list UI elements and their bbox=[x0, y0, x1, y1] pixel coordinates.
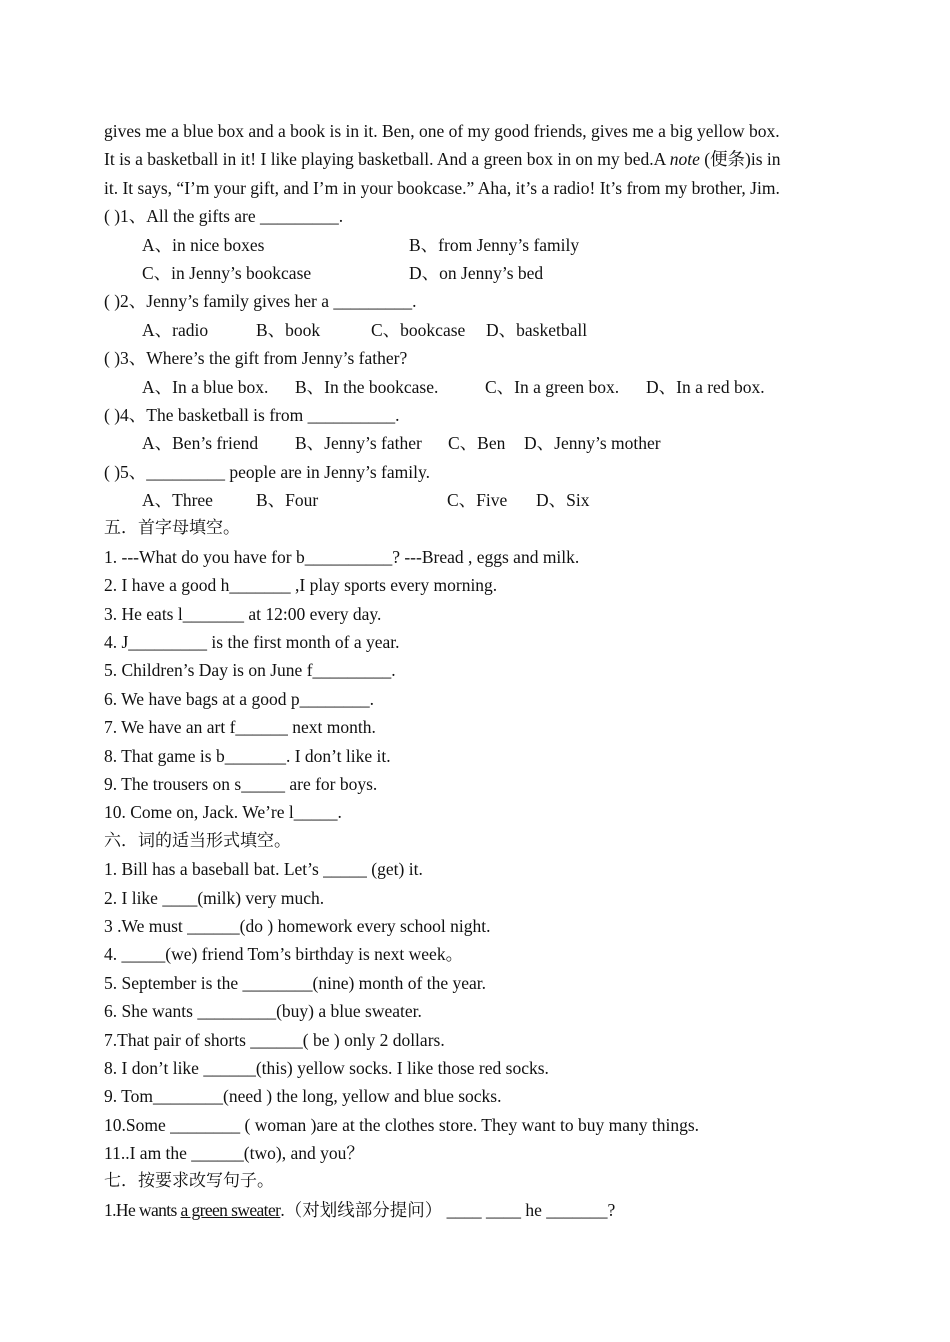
option-2d: D、basketball bbox=[486, 319, 588, 340]
section-6-item: 10.Some ________ ( woman )are at the clothes store. They want to buy many things. bbox=[104, 1114, 700, 1135]
passage-note-word: note bbox=[669, 149, 700, 170]
section-7-item-1 bbox=[104, 1196, 864, 1224]
passage-line-3: it. It says, “I’m your gift, and I’m in your bookcase.” Aha, it’s a radio! It’s from my brother, Jim. bbox=[104, 177, 780, 198]
option-5d: D、Six bbox=[536, 490, 590, 511]
option-2c: C、bookcase bbox=[371, 319, 466, 340]
question-stem-5: ( )5、_________ people are in Jenny’s family. bbox=[104, 461, 430, 482]
question-stem-4: ( )4、The basketball is from __________. bbox=[104, 404, 400, 425]
section-6-item: 6. She wants _________(buy) a blue sweater. bbox=[104, 1001, 422, 1022]
question-4-options bbox=[104, 429, 864, 457]
section-5-title: 五．首字母填空。 bbox=[104, 518, 240, 538]
question-stem-1: ( )1、All the gifts are _________. bbox=[104, 206, 344, 227]
section-5-item: 10. Come on, Jack. We’re l_____. bbox=[104, 802, 342, 823]
section-6-title: 六．词的适当形式填空。 bbox=[104, 830, 291, 850]
section-6-item: 1. Bill has a baseball bat. Let’s _____ (get) it. bbox=[104, 859, 423, 880]
question-stem-3: ( )3、Where’s the gift from Jenny’s father? bbox=[104, 348, 408, 369]
question-stem-2: ( )2、Jenny’s family gives her a _________. bbox=[104, 291, 417, 312]
passage-line-1: gives me a blue box and a book is in it. Ben, one of my good friends, gives me a big yellow box. bbox=[104, 121, 780, 141]
question-1-options-row-2 bbox=[104, 259, 864, 287]
option-1d: D、on Jenny’s bed bbox=[409, 262, 544, 283]
section-6-item: 7.That pair of shorts ______( be ) only 2 dollars. bbox=[104, 1029, 445, 1050]
section-5-item: 8. That game is b_______. I don’t like it. bbox=[104, 745, 391, 766]
section-6-item: 9. Tom________(need ) the long, yellow and blue socks. bbox=[104, 1086, 502, 1107]
option-5c: C、Five bbox=[447, 490, 508, 511]
section-7-title: 七．按要求改写句子。 bbox=[104, 1171, 274, 1191]
section-6-item: 4. _____(we) friend Tom’s birthday is next week。 bbox=[104, 944, 464, 965]
section-5-item: 1. ---What do you have for b__________? ---Bread , eggs and milk. bbox=[104, 546, 580, 567]
option-5a: A、Three bbox=[142, 490, 213, 511]
option-2b: B、book bbox=[256, 319, 321, 340]
section-6-item: 5. September is the ________(nine) month of the year. bbox=[104, 972, 487, 993]
option-2a: A、radio bbox=[142, 319, 209, 340]
option-4b: B、Jenny’s father bbox=[295, 433, 422, 454]
question-5-options bbox=[104, 486, 864, 514]
option-3c: C、In a green box. bbox=[485, 376, 620, 397]
underlined-phrase: a green sweater bbox=[180, 1199, 281, 1220]
passage-line-2b: (便条)is in bbox=[699, 149, 781, 170]
section-6-item: 3 .We must ______(do ) homework every school night. bbox=[104, 915, 491, 936]
option-5b: B、Four bbox=[256, 490, 319, 511]
option-1a: A、in nice boxes bbox=[142, 234, 265, 255]
option-4d: D、Jenny’s mother bbox=[524, 433, 661, 454]
option-4c: C、Ben bbox=[448, 433, 506, 454]
section-5-item: 3. He eats l_______ at 12:00 every day. bbox=[104, 603, 382, 624]
question-2-options bbox=[104, 316, 864, 344]
section-5-item: 5. Children’s Day is on June f_________. bbox=[104, 660, 396, 681]
section-6-item: 11..I am the ______(two), and you？ bbox=[104, 1143, 364, 1164]
section-5-item: 4. J_________ is the first month of a year. bbox=[104, 632, 400, 653]
passage-line-2a: It is a basketball in it! I like playing basketball. And a green box in on my bed.A bbox=[104, 149, 670, 170]
option-1b: B、from Jenny’s family bbox=[409, 234, 580, 255]
section-5-item: 7. We have an art f______ next month. bbox=[104, 717, 376, 738]
section-5-item: 6. We have bags at a good p________. bbox=[104, 688, 374, 709]
question-1-options-row-1 bbox=[104, 231, 864, 259]
section-7-item-1-pre: 1.He wants bbox=[104, 1199, 181, 1220]
worksheet-content bbox=[104, 117, 864, 1224]
question-3-options bbox=[104, 373, 864, 401]
section-6-item: 8. I don’t like ______(this) yellow socks. I like those red socks. bbox=[104, 1057, 549, 1078]
passage-line-2 bbox=[104, 145, 864, 173]
section-7-item-1-post: .（对划线部分提问） ____ ____ he _______? bbox=[280, 1199, 616, 1220]
option-1c: C、in Jenny’s bookcase bbox=[142, 262, 312, 283]
option-3d: D、In a red box. bbox=[646, 376, 765, 397]
option-3b: B、In the bookcase. bbox=[295, 376, 439, 397]
section-5-item: 9. The trousers on s_____ are for boys. bbox=[104, 773, 378, 794]
section-5-item: 2. I have a good h_______ ,I play sports every morning. bbox=[104, 575, 498, 596]
section-6-item: 2. I like ____(milk) very much. bbox=[104, 887, 325, 908]
option-4a: A、Ben’s friend bbox=[142, 433, 259, 454]
option-3a: A、In a blue box. bbox=[142, 376, 269, 397]
